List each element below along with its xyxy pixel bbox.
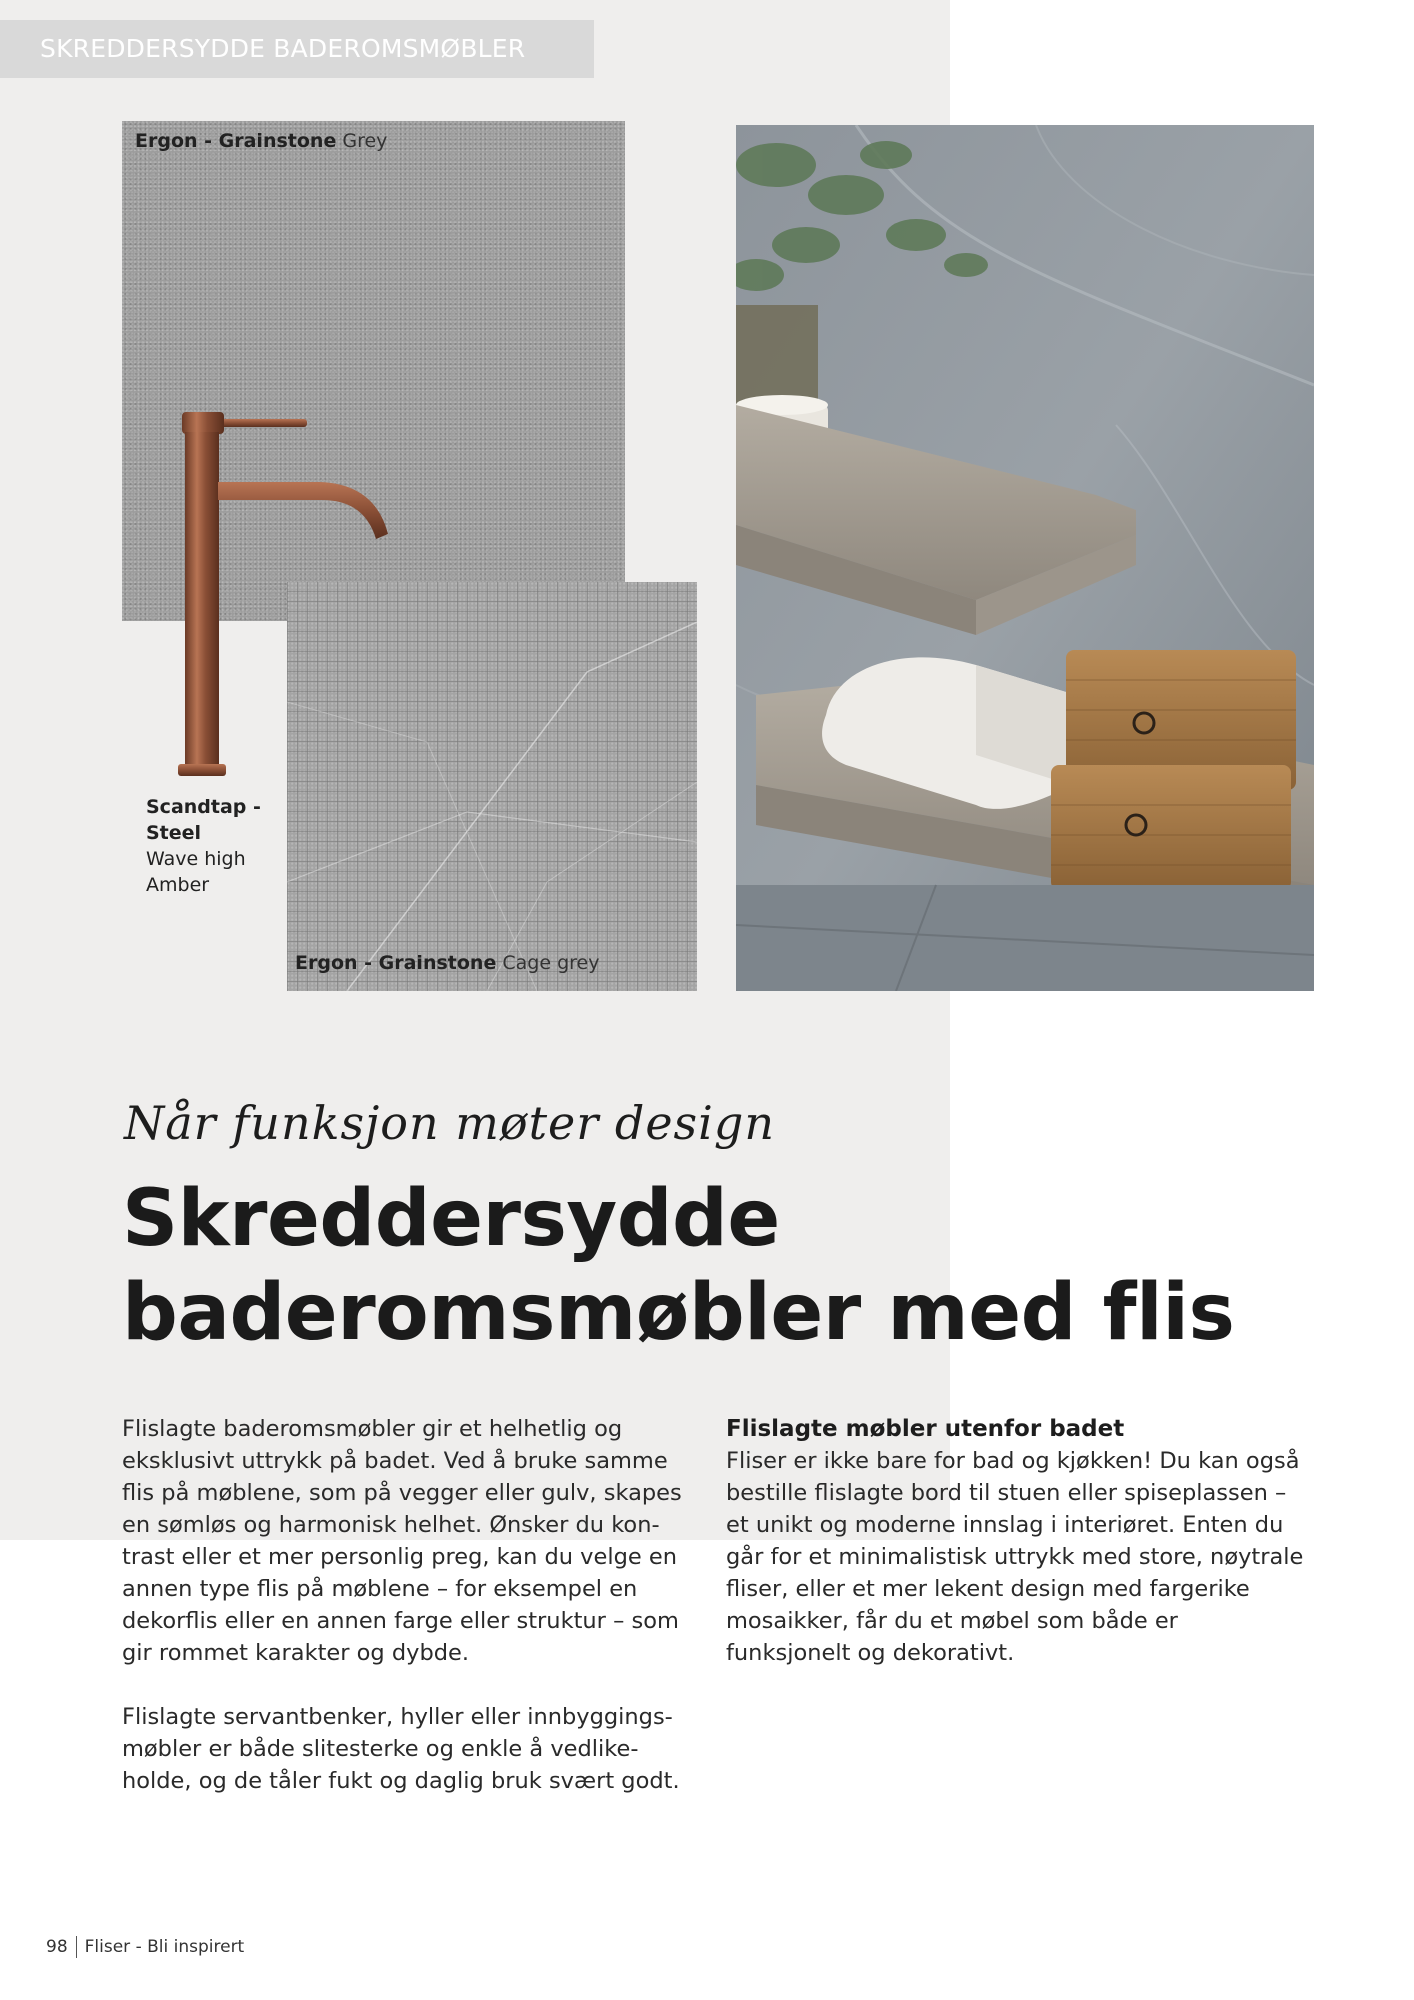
bathroom-shelf-illustration <box>736 125 1314 991</box>
right-column <box>726 1413 1306 1669</box>
headline-title <box>122 1172 1234 1360</box>
section-tag: SKREDDERSYDDE BADEROMSMØBLER <box>0 20 594 78</box>
page-number: 98 <box>46 1937 68 1957</box>
faucet-material: Steel <box>146 822 202 844</box>
tile-label-cage-brand: Ergon - Grainstone <box>295 952 497 974</box>
tile-label-grey-brand: Ergon - Grainstone <box>135 130 337 152</box>
bathroom-shelf-photo <box>736 125 1314 991</box>
left-paragraph-2: Flislagte servantbenker, hyller eller innbyggings-møbler er både slitesterke og enkle å vedlike-holde, og de tåler fukt og daglig bruk svært godt. <box>122 1704 680 1794</box>
copper-faucet-image <box>160 404 410 784</box>
right-paragraph-1: Fliser er ikke bare for bad og kjøkken! Du kan også bestille flislagte bord til stuen eller spiseplassen – et unikt og moderne innslag i interiøret. Enten du går for et minimalistisk uttrykk med store, nøytrale fliser, eller et mer lekent design med fargerike mosaikker, får du et møbel som både er funksjonelt og dekorativt. <box>726 1448 1304 1666</box>
left-paragraph-1: Flislagte baderomsmøbler gir et helhetlig og eksklusivt uttrykk på badet. Ved å bruke samme flis på møblene, som på vegger eller gulv, skapes en sømløs og harmonisk helhet. Ønsker du kon-trast eller et mer personlig preg, kan du velge en annen type flis på møblene – for eksempel en dekorflis eller en annen farge eller struktur – som gir rommet karakter og dybde. <box>122 1416 682 1666</box>
headline-title-line1: Skreddersydde <box>122 1174 780 1264</box>
tile-label-cage-variant: Cage grey <box>502 952 600 974</box>
headline-script: Når funksjon møter design <box>124 1096 775 1150</box>
tile-label-grey-variant: Grey <box>342 130 388 152</box>
tile-label-grey <box>135 130 387 152</box>
left-column <box>122 1413 692 1797</box>
publication-name: Fliser - Bli inspirert <box>84 1937 245 1957</box>
faucet-label <box>146 794 261 898</box>
headline-title-line2: baderomsmøbler med flis <box>122 1268 1235 1358</box>
faucet-finish: Amber <box>146 874 210 896</box>
page-footer <box>46 1936 244 1958</box>
faucet-brand: Scandtap - <box>146 796 261 818</box>
faucet-model: Wave high <box>146 848 246 870</box>
tile-label-cage <box>295 952 599 974</box>
footer-separator <box>76 1936 77 1958</box>
right-column-heading: Flislagte møbler utenfor badet <box>726 1416 1125 1442</box>
